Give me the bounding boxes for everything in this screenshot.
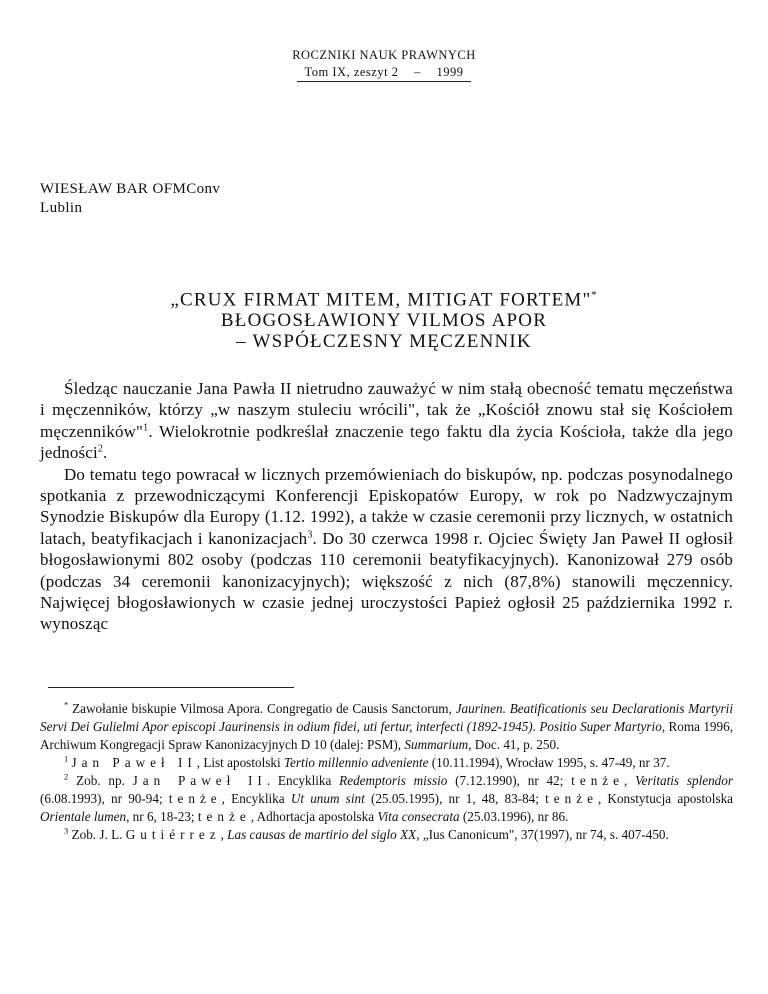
fn2-j: , nr 6, 18-23; [126,809,198,824]
fn3-author: Gutiérrez [125,827,221,842]
author-city: Lublin [40,200,83,216]
p1-text-a: Śledząc nauczanie Jana Pawła II nietrudno zauważyć w nim stałą obecność tematu męczeństwa i męczenników, którzy „w naszym stuleciu wrócili", tak że „Kościół znowu stał się Kościołem męczenników" [40,379,733,441]
title-line-1-text: „CRUX FIRMAT MITEM, MITIGAT FORTEM" [170,289,592,311]
p1-text-b: . Wielokrotnie podkreślał znaczenie tego faktu dla życia Kościoła, także dla jego jedności [40,421,733,463]
fn2-l: (25.03.1996), nr 86. [459,809,569,824]
footnote-separator [48,687,294,688]
footnote-2 [40,772,733,826]
fn0-italic-1: Jaurinen. Beatificationis seu Declarationis Martyrii Servi Dei Gulielmi Apor episcopi Jaurinensis in odium fidei, uti fertur, interfecti (1892-1945). Positio Super Martyrio [40,701,733,734]
fn2-d: , [624,773,636,788]
fn2-g: (25.05.1995), nr 1, 48, 83-84; [364,791,546,806]
fn2-c: (7.12.1990), nr 42; [447,773,572,788]
fn0-a: Zawołanie biskupie Vilmosa Apora. Congregatio de Causis Sanctorum, [72,701,456,716]
fn2-tenze-1: tenże [571,773,624,788]
journal-name: ROCZNIKI NAUK PRAWNYCH [292,48,476,62]
fn2-italic-5: Vita consecrata [377,809,460,824]
footnote-ref-3: 3 [307,529,313,541]
footnote-star-mark: * [64,699,69,710]
volume-dash: – [414,65,421,79]
footnote-2-mark: 2 [64,771,69,782]
fn2-h: , Konstytucja apostolska [597,791,734,806]
title-line-2: BŁOGOSŁAWIONY VILMOS APOR [220,310,548,332]
fn1-b: (10.11.1994), Wrocław 1995, s. 47-49, nr 37. [428,755,670,770]
footnote-3 [40,826,733,844]
body-text [40,378,733,635]
fn2-tenze-3: tenże [545,791,598,806]
fn3-italic: Las causas de martirio del siglo XX [227,827,417,842]
fn2-italic-3: Ut unum sint [290,791,365,806]
fn3-b: , [220,827,228,842]
footnote-1-mark: 1 [64,753,69,764]
p2-text-a: Do tematu tego powracał w licznych przemówieniach do biskupów, np. podczas posynodalnego spotkania z przewodniczącymi Konferencji Episkopatów Europy, w rok po Nadzwyczajnym Synodzie Biskupów dla Europy (1.12. 1992), a także w czasie ceremonii przy licznych, w ostatnich latach, beatyfikacjach i kanonizacjach [40,464,733,548]
fn2-author: Jan Paweł II [132,773,267,788]
volume-line [297,64,472,82]
title-line-1 [0,285,768,310]
running-header [0,47,768,82]
fn2-b: . Encyklika [266,773,340,788]
fn3-c: , „Ius Canonicum", 37(1997), nr 74, s. 407-450. [416,827,669,842]
p2-text-b: . Do 30 czerwca 1998 r. Ojciec Święty Jan Paweł II ogłosił błogosławionymi 802 osoby (podczas 110 ceremonii beatyfikacyjnych). Kanonizował 279 osób (podczas 34 ceremonii kanonizacyjnych); większość z nich (87,8%) stanowili męczennicy. Najwięcej błogosławionych w czasie jednej uroczystości Papież ogłosił 25 października 1992 r. wynosząc [40,528,733,634]
fn2-f: , Encyklika [221,791,291,806]
fn1-a: , List apostolski [196,755,284,770]
fn3-a: Zob. J. L. [71,827,126,842]
author-name: WIESŁAW BAR OFMConv [40,181,221,197]
paragraph-2 [40,464,733,635]
paragraph-1 [40,378,733,464]
volume-year: 1999 [436,65,464,79]
footnotes [40,700,733,844]
fn1-italic: Tertio millennio adveniente [283,755,429,770]
footnote-ref-1: 1 [143,422,149,434]
fn2-italic-4: Orientale lumen [40,809,127,824]
fn2-e: (6.08.1993), nr 90-94; [40,791,169,806]
footnote-1 [40,754,733,772]
footnote-star [40,700,733,754]
fn2-tenze-4: tenże [197,809,251,824]
fn2-italic-2: Veritatis splendor [635,773,733,788]
footnote-ref-2: 2 [97,443,104,455]
title-line-3: – WSPÓŁCZESNY MĘCZENNIK [236,331,532,353]
article-title [0,285,768,352]
volume-issue: Tom IX, zeszyt 2 [304,65,399,79]
fn2-k: , Adhortacja apostolska [250,809,378,824]
p1-text-c: . [103,443,108,463]
fn2-italic-1: Redemptoris missio [339,773,448,788]
title-footnote-mark: * [591,290,598,301]
fn0-b: , Roma 1996, Archiwum Kongregacji Spraw Kanonizacyjnych D 10 (dalej: PSM), [40,719,733,752]
fn2-tenze-2: tenże [168,791,222,806]
fn0-c: , Doc. 41, p. 250. [468,737,560,752]
fn0-italic-2: Summarium [404,737,469,752]
fn1-author: Jan Paweł II [71,755,197,770]
author-block [40,180,220,218]
fn2-a: Zob. np. [76,773,133,788]
footnote-3-mark: 3 [64,825,69,836]
